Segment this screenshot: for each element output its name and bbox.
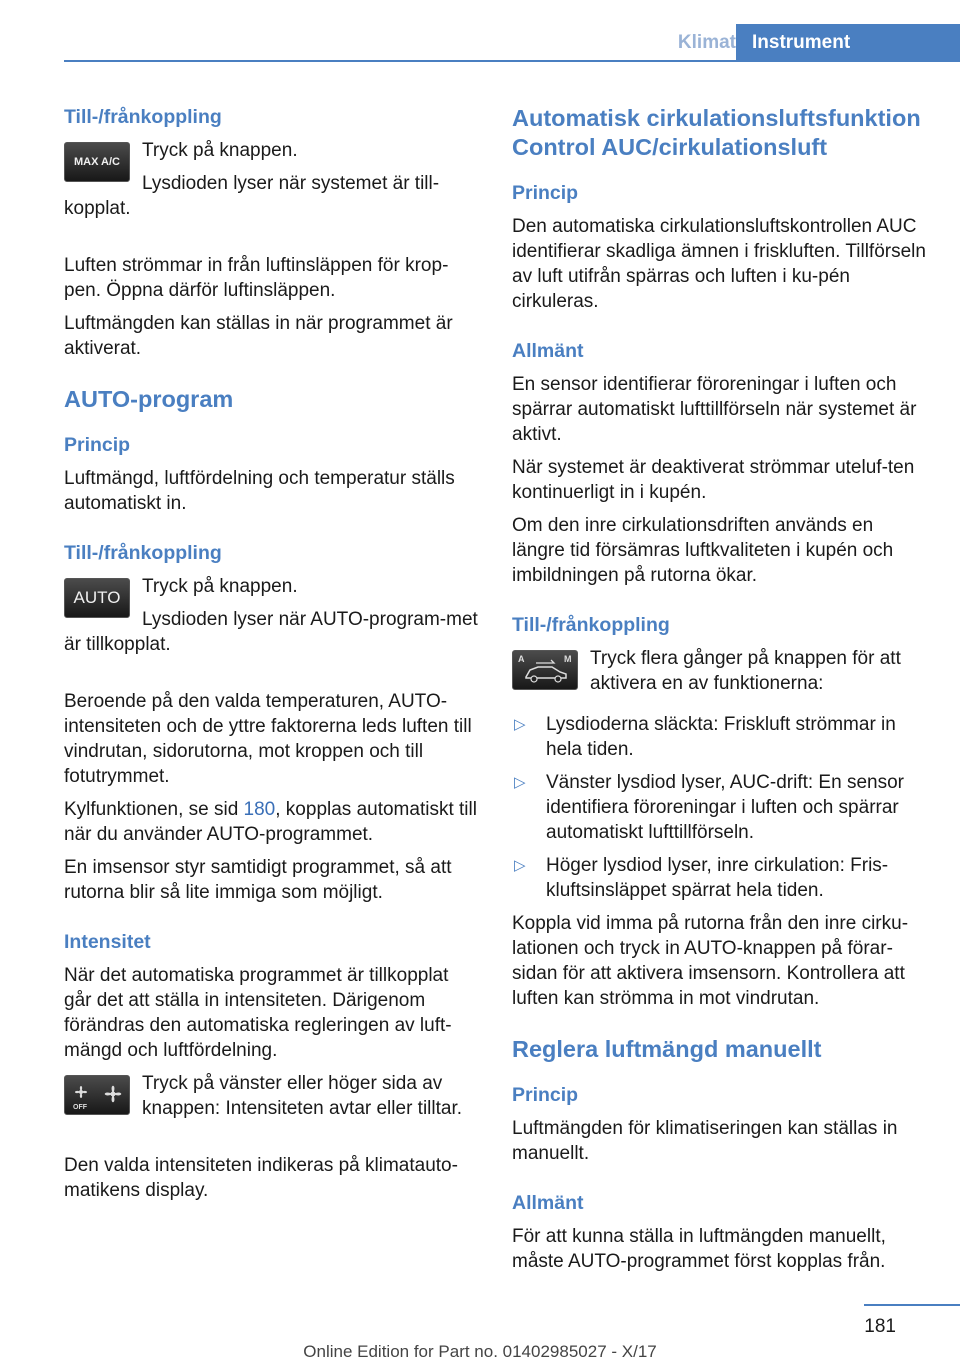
paragraph-intensity-display: Den valda intensiteten indikeras på klimatauto-matikens display. — [64, 1155, 458, 1201]
heading-princip-manual: Princip — [512, 1084, 579, 1106]
svg-text:A: A — [518, 654, 525, 664]
maxac-instruction — [64, 138, 478, 229]
auto-text-2: Lysdioden lyser när AUTO-program-met är tillkopplat. — [64, 609, 478, 655]
svg-text:M: M — [564, 654, 572, 664]
paragraph-fog-sensor: En imsensor styr samtidigt programmet, så att rutorna blir så lite immiga som möjligt. — [64, 857, 452, 903]
paragraph-intensity: När det automatiska programmet är tillkopplat går det att ställa in intensiteten. Därigenom förändras den automatiska regleringen av luft-mängd och luftfördelning. — [64, 965, 452, 1061]
triangle-bullet-icon: ▷ — [514, 857, 526, 874]
paragraph-manual-princip: Luftmängden för klimatiseringen kan ställas in manuellt. — [512, 1118, 898, 1164]
heading-allmant-manual: Allmänt — [512, 1192, 584, 1214]
paragraph-auc-princip: Den automatiska cirkulationsluftskontrollen AUC identifierar skadliga ämnen i friskluften. Tillförseln av luft utifrån spärras och luften i ku-pén cirkuleras. — [512, 216, 926, 312]
recirculation-button-icon — [512, 650, 578, 690]
page-number: 181 — [864, 1316, 896, 1337]
recirc-mode-list — [512, 712, 926, 903]
tab-klimat[interactable]: Klimat — [677, 32, 736, 53]
fan-icon — [67, 1078, 127, 1112]
paragraph-cooling: Kylfunktionen, se sid 180, kopplas automatiskt till när du använder AUTO-programmet. — [64, 799, 477, 845]
maxac-button-icon: MAX A/C — [64, 142, 130, 182]
fan-text: Tryck på vänster eller höger sida av knappen: Intensiteten avtar eller tilltar. — [142, 1073, 463, 1119]
paragraph-sensor: En sensor identifierar föroreningar i luften och spärrar automatiskt lufttillförseln när systemet är aktivt. — [512, 374, 917, 445]
list-item: ▷ Vänster lysdiod lyser, AUC-drift: En sensor identifiera föroreningar i luften och spärrar automatiskt lufttillförseln. — [514, 772, 904, 843]
svg-text:OFF: OFF — [73, 1104, 87, 1111]
list-item: ▷ Lysdioderna släckta: Friskluft strömmar in hela tiden. — [514, 714, 896, 760]
heading-onoff-auto: Till-/frånkoppling — [64, 542, 222, 564]
recirc-text: Tryck flera gånger på knappen för att aktivera en av funktionerna: — [590, 648, 901, 694]
paragraph-fog-instructions: Koppla vid imma på rutorna från den inre cirku-lationen och tryck in AUTO-knappen på förar-sidan för att aktivera imsensorn. Kontrollera att luften kan strömma in mot vindrutan. — [512, 913, 909, 1009]
heading-auc: Automatisk cirkulationsluftsfunktion Control AUC/cirkulationsluft — [512, 105, 921, 160]
paragraph-auto-princip: Luftmängd, luftfördelning och temperatur ställs automatiskt in. — [64, 468, 455, 514]
fan-button-icon — [64, 1075, 130, 1115]
right-column — [512, 104, 926, 1282]
auto-instruction — [64, 574, 478, 665]
paragraph-manual-general: För att kunna ställa in luftmängden manuellt, måste AUTO-programmet först kopplas från. — [512, 1226, 886, 1272]
left-column — [64, 104, 478, 1211]
paragraph-air-outlets: Luften strömmar in från luftinsläppen för krop-pen. Öppna därför luftinsläppen. — [64, 255, 449, 301]
tab-instrument[interactable]: Instrument — [736, 24, 960, 62]
heading-onoff-recirc: Till-/frånkoppling — [512, 614, 670, 636]
heading-onoff-maxac: Till-/frånkoppling — [64, 106, 222, 128]
paragraph-air-quality: Om den inre cirkulationsdriften används en längre tid försämras luftkvaliteten i kupén och imbildningen på rutorna ökar. — [512, 515, 894, 586]
paragraph-air-amount: Luftmängden kan ställas in när programmet är aktiverat. — [64, 313, 453, 359]
heading-allmant: Allmänt — [512, 340, 584, 362]
paragraph-auto-distribution: Beroende på den valda temperaturen, AUTO-intensiteten och de yttre faktorerna leds luften till vindrutan, sidorutorna, mot kroppen och till fotutrymmet. — [64, 691, 472, 787]
recirculation-car-icon — [514, 652, 576, 688]
maxac-text-2: Lysdioden lyser när systemet är till-kopplat. — [64, 173, 440, 219]
page-header — [64, 24, 960, 62]
maxac-text-1: Tryck på knappen. — [142, 140, 298, 161]
fan-instruction — [64, 1071, 478, 1129]
list-item: ▷ Höger lysdiod lyser, inre cirkulation: Fris-kluftsinsläppet spärrat hela tiden. — [514, 855, 889, 901]
heading-manual-air: Reglera luftmängd manuellt — [512, 1036, 822, 1062]
heading-princip: Princip — [64, 434, 131, 456]
triangle-bullet-icon: ▷ — [514, 716, 526, 733]
triangle-bullet-icon: ▷ — [514, 774, 526, 791]
heading-intensitet: Intensitet — [64, 931, 151, 953]
heading-auto-program: AUTO-program — [64, 386, 234, 412]
heading-princip-auc: Princip — [512, 182, 579, 204]
edition-footer: Online Edition for Part no. 01402985027 - X/17 — [303, 1342, 657, 1361]
auto-text-1: Tryck på knappen. — [142, 576, 298, 597]
page-link-180[interactable]: 180 — [243, 799, 276, 820]
footer-rule — [864, 1304, 960, 1306]
paragraph-deactivated: När systemet är deaktiverat strömmar uteluf-ten kontinuerligt in i kupén. — [512, 457, 915, 503]
recirc-instruction — [512, 646, 926, 704]
auto-button-icon: AUTO — [64, 578, 130, 618]
